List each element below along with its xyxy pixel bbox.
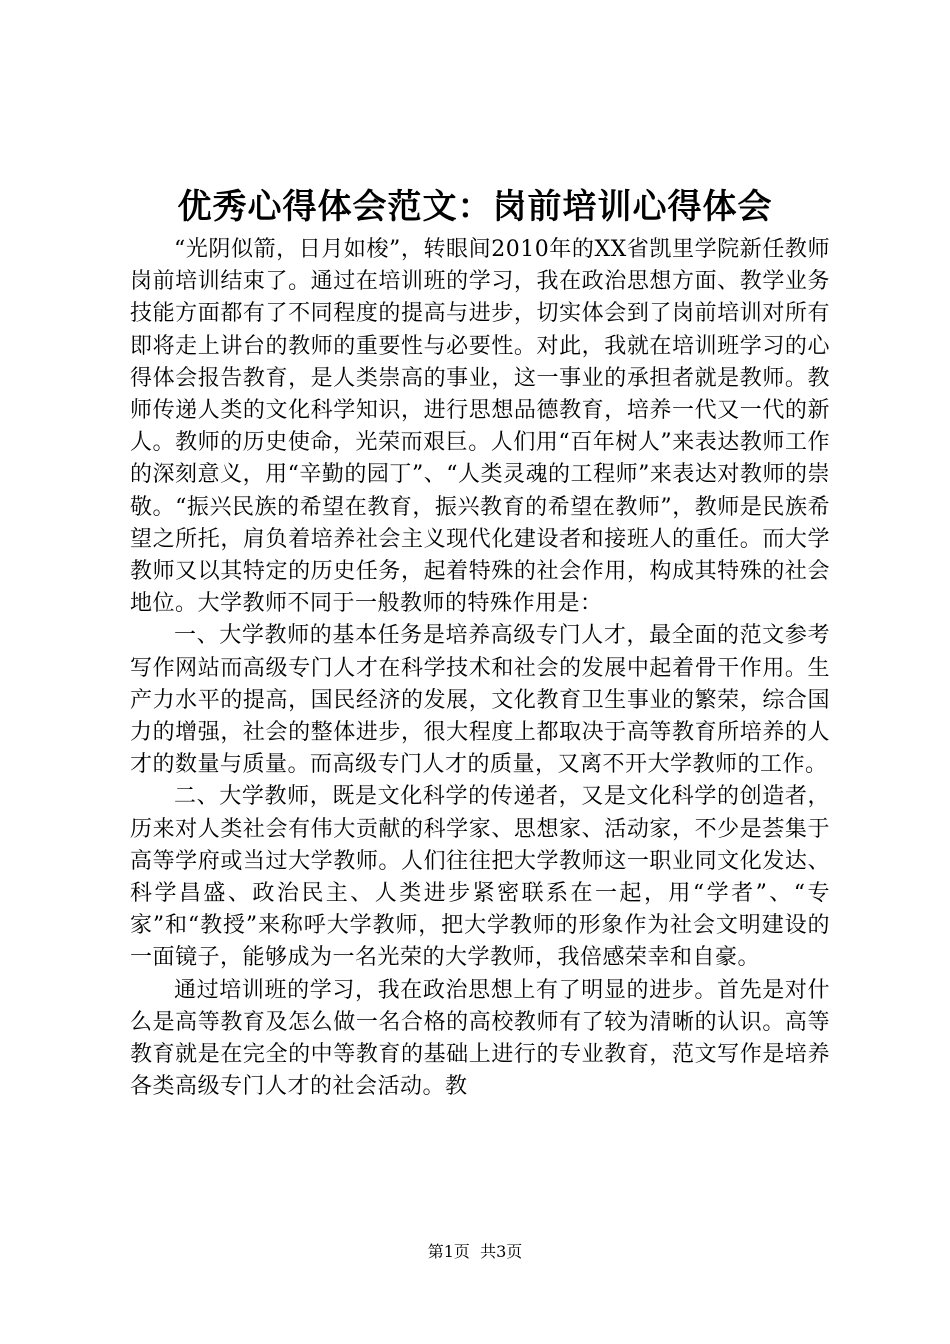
page-footer: [0, 1240, 950, 1264]
footer-gap: [470, 1242, 480, 1261]
paragraph-2: 一、大学教师的基本任务是培养高级专门人才，最全面的范文参考写作网站而高级专门人才在科学技术和社会的发展中起着骨干作用。生产力水平的提高，国民经济的发展，文化教育卫生事业的繁荣，综合国力的增强，社会的整体进步，很大程度上都取决于高等教育所培养的人才的数量与质量。而高级专门人才的质量，又离不开大学教师的工作。: [130, 623, 830, 778]
paragraph-3: 二、大学教师，既是文化科学的传递者，又是文化科学的创造者，历来对人类社会有伟大贡献的科学家、思想家、活动家，不少是荟集于高等学府或当过大学教师。人们往往把大学教师这一职业同文化发达、科学昌盛、政治民主、人类进步紧密联系在一起，用“学者”、“专家”和“教授”来称呼大学教师，把大学教师的形象作为社会文明建设的一面镜子，能够成为一名光荣的大学教师，我倍感荣幸和自豪。: [130, 784, 830, 971]
document-title: 优秀心得体会范文：岗前培训心得体会: [177, 187, 773, 227]
document-body: [130, 234, 830, 1103]
paragraph-4: 通过培训班的学习，我在政治思想上有了明显的进步。首先是对什么是高等教育及怎么做一名合格的高校教师有了较为清晰的认识。高等教育就是在完全的中等教育的基础上进行的专业教育，范文写作是培养各类高级专门人才的社会活动。教: [130, 977, 830, 1100]
page-number: 第1页: [427, 1242, 470, 1261]
page-total: 共3页: [480, 1242, 523, 1261]
paragraph-1: “光阴似箭，日月如梭”，转眼间2010年的XX省凯里学院新任教师岗前培训结束了。通过在培训班的学习，我在政治思想方面、教学业务技能方面都有了不同程度的提高与进步，切实体会到了岗前培训对所有即将走上讲台的教师的重要性与必要性。对此，我就在培训班学习的心得体会报告教育，是人类崇高的事业，这一事业的承担者就是教师。教师传递人类的文化科学知识，进行思想品德教育，培养一代又一代的新人。教师的历史使命，光荣而艰巨。人们用“百年树人”来表达教师工作的深刻意义，用“辛勤的园丁”、“人类灵魂的工程师”来表达对教师的崇敬。“振兴民族的希望在教育，振兴教育的希望在教师”，教师是民族希望之所托，肩负着培养社会主义现代化建设者和接班人的重任。而大学教师又以其特定的历史任务，起着特殊的社会作用，构成其特殊的社会地位。大学教师不同于一般教师的特殊作用是：: [130, 237, 830, 617]
